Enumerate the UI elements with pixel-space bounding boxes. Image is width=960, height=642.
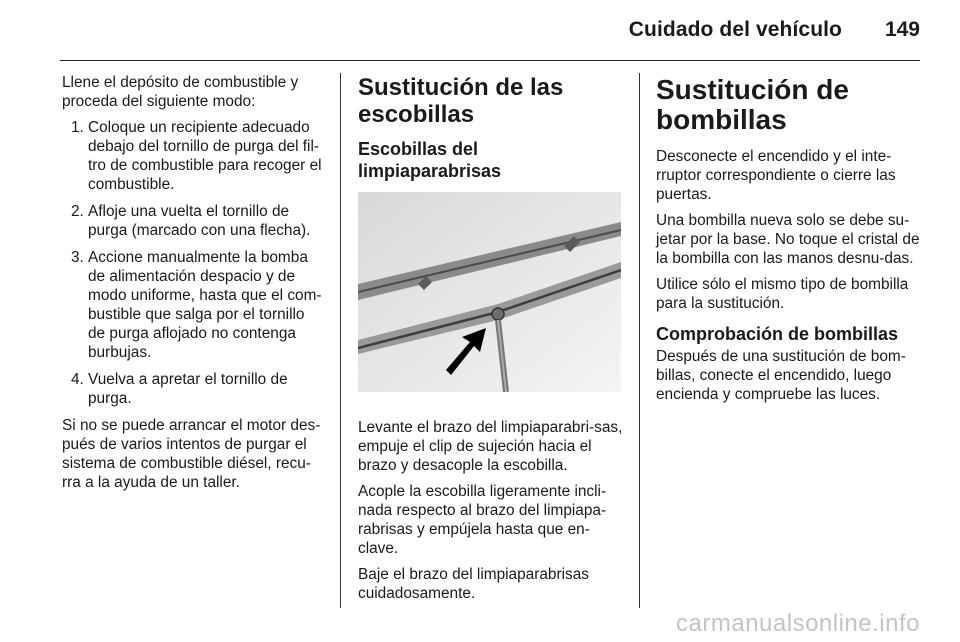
- step-text: Afloje una vuelta el tornillo de purga (marcado con una flecha).: [88, 203, 311, 239]
- page-number: 149: [884, 18, 920, 41]
- bulb-paragraph-2: Una bombilla nueva solo se debe su-jetar por la base. No toque el cristal de la bombilla con las manos desnu-das.: [656, 212, 920, 267]
- watermark: carmanualsonline.info: [676, 610, 920, 637]
- wiper-paragraph-3: Baje el brazo del limpiaparabrisas cuidadosamente.: [358, 566, 589, 602]
- column-wiper-blades: [358, 73, 623, 610]
- retaining-clip-icon: [492, 308, 504, 320]
- wiper-paragraph-1: Levante el brazo del limpiaparabri-sas, empuje el clip de sujeción hacia el brazo y desacople la escobilla.: [358, 419, 623, 474]
- windshield-background: [358, 192, 621, 392]
- step-text: Coloque un recipiente adecuado debajo del tornillo de purga del fil-tro de combustible para recoger el combustible.: [88, 119, 322, 193]
- list-item: [62, 202, 324, 240]
- step-number: 3.: [71, 249, 84, 266]
- column-divider-left: [340, 73, 341, 608]
- header-title: Cuidado del vehículo: [628, 18, 842, 41]
- column-fuel-bleeding: [62, 73, 324, 499]
- wiper-illustration: [358, 192, 621, 392]
- subsection-heading: Escobillas del limpiaparabrisas: [358, 139, 502, 181]
- header-rule: [60, 60, 920, 61]
- wiper-paragraph-2: Acople la escobilla ligeramente incli-nada respecto al brazo del limpiapa-rabrisas y empújela hasta que en-clave.: [358, 483, 607, 557]
- column-divider-right: [639, 73, 640, 608]
- step-text: Vuelva a apretar el tornillo de purga.: [88, 371, 288, 407]
- subsection-heading: Comprobación de bombillas: [656, 324, 899, 344]
- section-heading: Sustitución de bombillas: [656, 74, 849, 135]
- column-bulb-replacement: [656, 73, 924, 411]
- step-number: 2.: [71, 203, 84, 220]
- bulb-paragraph-1: Desconecte el encendido y el inte-rruptor correspondiente o cierre las puertas.: [656, 148, 896, 203]
- step-text: Accione manualmente la bomba de alimentación despacio y de modo uniforme, hasta que el com-bustible que salga por el tornillo de purga aflojado no contenga burbujas.: [88, 249, 322, 361]
- section-heading: Sustitución de las escobillas: [358, 74, 564, 128]
- intro-text: Llene el depósito de combustible y proceda del siguiente modo:: [62, 74, 299, 110]
- step-number: 1.: [71, 119, 84, 136]
- step-number: 4.: [71, 371, 84, 388]
- outro-text: Si no se puede arrancar el motor des-pués de varios intentos de purgar el sistema de combustible diésel, recu-rra a la ayuda de un taller.: [62, 417, 321, 491]
- list-item: [62, 370, 324, 408]
- wiper-blade-illustration: [358, 192, 621, 392]
- bulb-paragraph-3: Utilice sólo el mismo tipo de bombilla para la sustitución.: [656, 276, 909, 312]
- steps-list: [62, 118, 324, 408]
- list-item: [62, 118, 324, 194]
- page-header: [0, 0, 960, 64]
- bulb-check-text: Después de una sustitución de bom-billas, conecte el encendido, luego encienda y compruebe las luces.: [656, 348, 906, 403]
- list-item: [62, 248, 324, 362]
